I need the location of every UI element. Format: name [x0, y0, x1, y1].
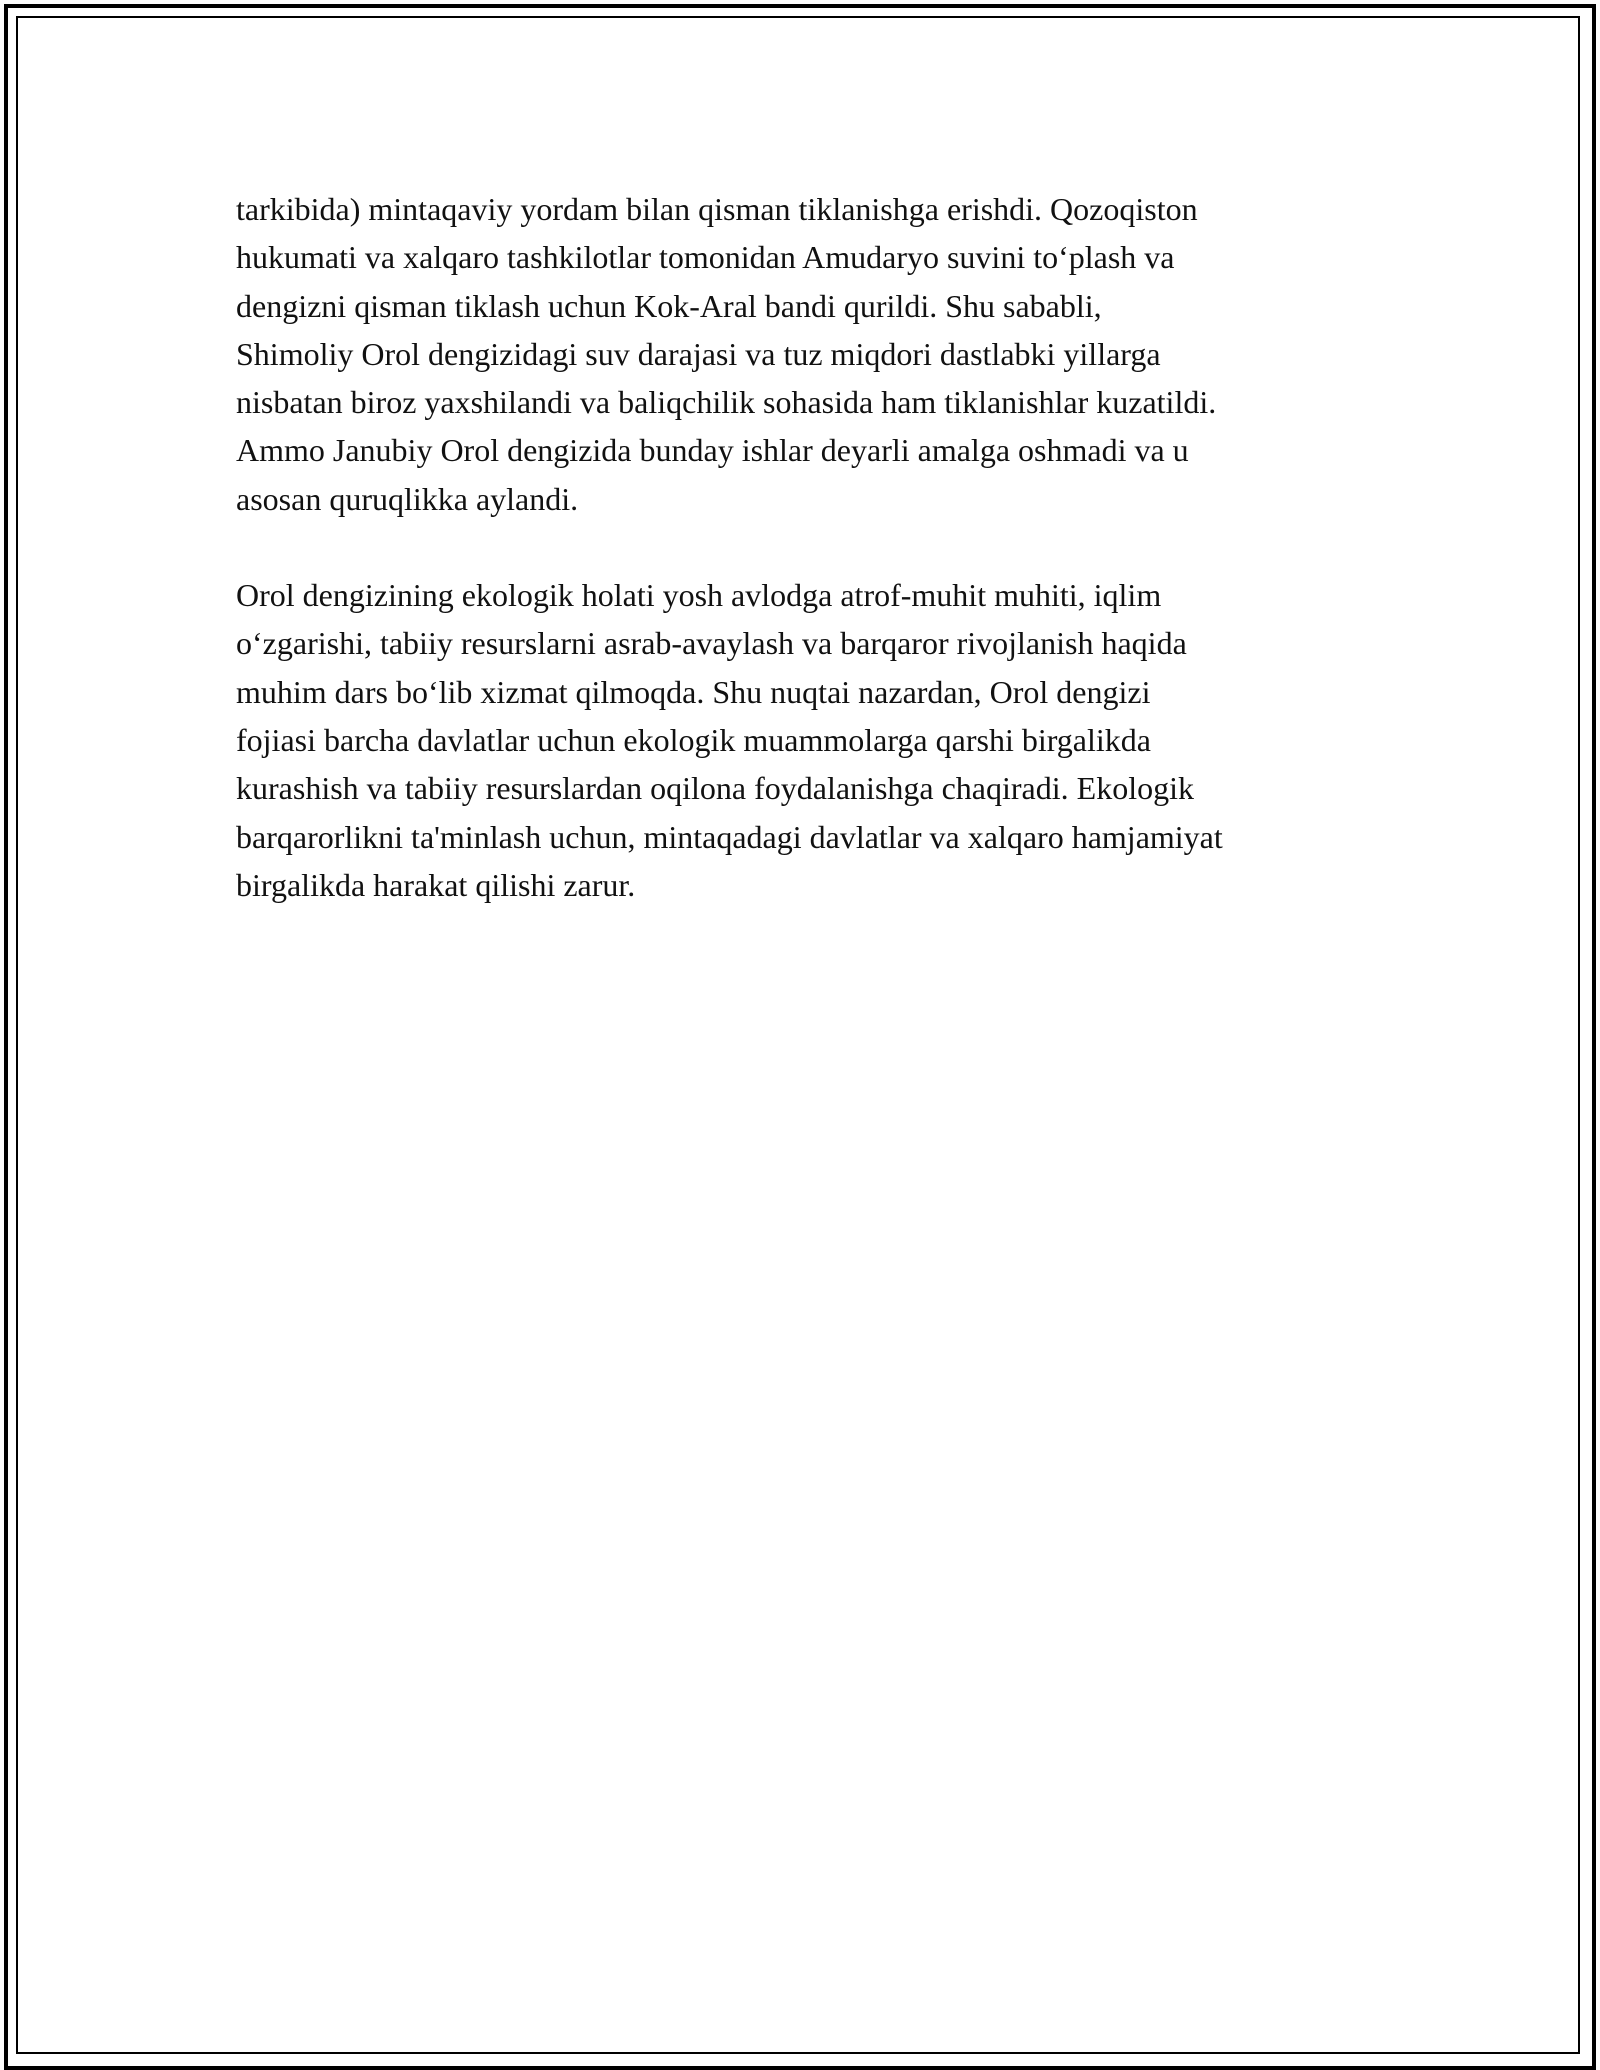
text-line: birgalikda harakat qilishi zarur. — [236, 866, 636, 903]
text-line: Ammo Janubiy Orol dengizida bunday ishlar deyarli amalga oshmadi va u — [236, 432, 1189, 469]
text-line: muhim dars bo‘lib xizmat qilmoqda. Shu nuqtai nazardan, Orol dengizi — [236, 673, 1151, 710]
text-line: dengizni qisman tiklash uchun Kok-Aral bandi qurildi. Shu sababli, — [236, 287, 1102, 324]
text-line: fojiasi barcha davlatlar uchun ekologik muammolarga qarshi birgalikda — [236, 721, 1151, 758]
text-line: kurashish va tabiiy resurslardan oqilona foydalanishga chaqiradi. Ekologik — [236, 770, 1194, 807]
text-line: Shimoliy Orol dengizidagi suv darajasi va tuz miqdori dastlabki yillarga — [236, 335, 1161, 372]
paragraph-2 — [236, 571, 1396, 909]
text-line: hukumati va xalqaro tashkilotlar tomonidan Amudaryo suvini to‘plash va — [236, 239, 1175, 276]
paragraph-1 — [236, 185, 1396, 523]
text-line: Orol dengizining ekologik holati yosh avlodga atrof-muhit muhiti, iqlim — [236, 577, 1162, 614]
text-line: barqarorlikni ta'minlash uchun, mintaqadagi davlatlar va xalqaro hamjamiyat — [236, 818, 1223, 855]
text-line: asosan quruqlikka aylandi. — [236, 480, 579, 517]
text-line: o‘zgarishi, tabiiy resurslarni asrab-avaylash va barqaror rivojlanish haqida — [236, 625, 1187, 662]
document-body — [236, 185, 1396, 909]
text-line: tarkibida) mintaqaviy yordam bilan qisman tiklanishga erishdi. Qozoqiston — [236, 191, 1198, 227]
text-line: nisbatan biroz yaxshilandi va baliqchilik sohasida ham tiklanishlar kuzatildi. — [236, 384, 1217, 421]
